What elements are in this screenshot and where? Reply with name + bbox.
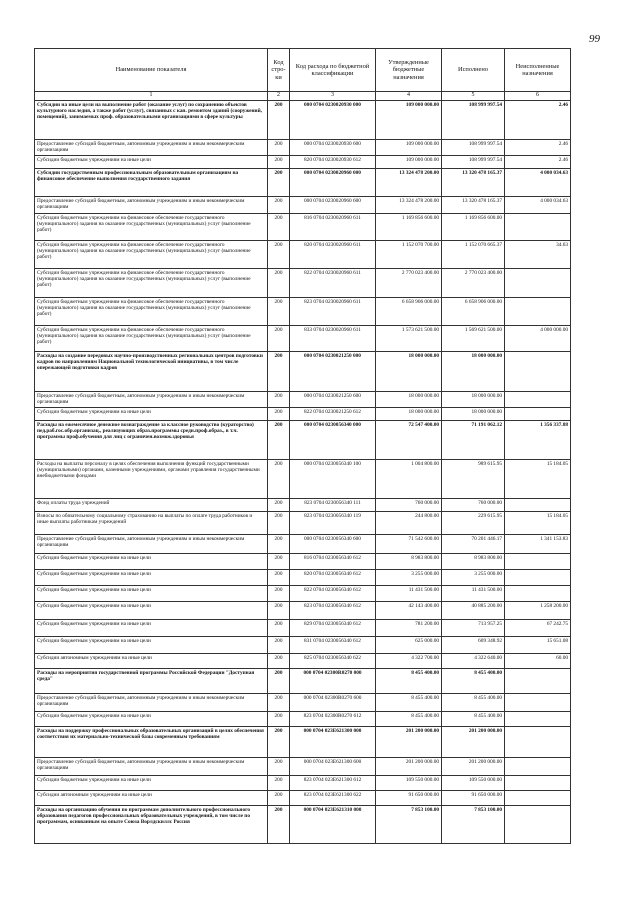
row-unexecuted [505,499,571,512]
row-approved: 1 169 856 600.00 [376,214,442,241]
table-row [35,421,571,460]
row-line-code: 200 [268,620,290,637]
column-number: 1 [35,92,268,101]
row-approved: 781 200.00 [376,620,442,637]
row-budget-code: 000 0704 0230056340 100 [290,460,376,499]
row-name: Субсидии бюджетным учреждениям на иные цели [35,570,268,586]
row-name: Субсидии бюджетным учреждениям на иные цели [35,712,268,727]
row-executed: 989 615.95 [442,460,505,499]
row-executed: 1 152 070 665.37 [442,241,505,269]
row-line-code: 200 [268,169,290,197]
row-executed: 109 550 000.00 [442,776,505,791]
row-approved: 1 152 070 700.00 [376,241,442,269]
row-unexecuted: 4 000 000.00 [505,326,571,352]
column-number: 6 [505,92,571,101]
row-line-code: 200 [268,654,290,669]
row-executed: 18 000 000.00 [442,352,505,392]
row-line-code: 200 [268,806,290,844]
page-number: 99 [589,33,600,45]
table-row [35,352,571,392]
row-unexecuted [505,554,571,570]
row-unexecuted: 2.46 [505,156,571,169]
row-unexecuted [505,694,571,712]
row-name: Субсидии бюджетным учреждениям на финансовое обеспечение государственного (муниципального) задания на оказание государственных (муниципальных) услуг (выполнение работ) [35,241,268,269]
row-unexecuted: 34.63 [505,241,571,269]
row-approved: 4 322 700.00 [376,654,442,669]
row-approved: 72 547 400.00 [376,421,442,460]
row-budget-code: 000 0704 023E621300 600 [290,758,376,776]
row-executed: 8 455 400.00 [442,669,505,694]
table-body [35,101,571,844]
row-budget-code: 000 0704 0230021250 600 [290,392,376,408]
row-unexecuted: 15 184.05 [505,512,571,535]
row-name: Предоставление субсидий бюджетным, автономным учреждениям и иным некоммерческим организациям [35,392,268,408]
row-approved: 201 200 000.00 [376,758,442,776]
table-row [35,654,571,669]
row-name: Субсидии бюджетным учреждениям на финансовое обеспечение государственного (муниципального) задания на оказание государственных (муниципальных) услуг (выполнение работ) [35,269,268,298]
row-unexecuted [505,352,571,392]
row-line-code: 200 [268,586,290,602]
row-line-code: 200 [268,758,290,776]
row-name: Расходы на выплаты персоналу в целях обеспечения выполнения функций государственными (муниципальными) органами, казенными учреждениями, органами управления государственными внебюджетными фондами [35,460,268,499]
row-unexecuted: 2.46 [505,101,571,140]
row-name: Субсидии на иные цели на выполнение работ (оказание услуг) по сохранению объектов культурного наследия, а также работ (услуг), связанных с кап. ремонтом зданий (сооружений, помещений), занимаемых проф. образовательными организациями в сфере культуры [35,101,268,140]
row-budget-code: 829 0704 0230056340 612 [290,620,376,637]
row-approved: 109 000 000.00 [376,101,442,140]
table-row [35,499,571,512]
row-approved: 8 455 400.00 [376,694,442,712]
row-unexecuted [505,806,571,844]
row-unexecuted [505,727,571,758]
row-budget-code: 000 0704 0230021250 000 [290,352,376,392]
table-row [35,806,571,844]
table-row [35,602,571,620]
table-row [35,694,571,712]
row-budget-code: 831 0704 0230056340 612 [290,637,376,654]
header-indicator-name: Наименование показателя [35,49,268,92]
row-budget-code: 000 0704 02300R0270 000 [290,669,376,694]
row-executed: 4 322 640.00 [442,654,505,669]
table-row [35,156,571,169]
row-line-code: 200 [268,570,290,586]
row-budget-code: 822 0704 0230021250 612 [290,408,376,421]
row-line-code: 200 [268,637,290,654]
row-unexecuted: 60.00 [505,654,571,669]
row-budget-code: 823 0704 023E621300 612 [290,776,376,791]
row-budget-code: 823 0704 0230056340 111 [290,499,376,512]
row-executed: 13 320 478 165.37 [442,169,505,197]
budget-execution-table [34,48,571,844]
row-unexecuted: 4 000 034.63 [505,169,571,197]
row-budget-code: 822 0704 0230020960 611 [290,269,376,298]
row-name: Субсидии государственным профессиональным образовательным организациям на финансовое обеспечение выполнения государственного задания [35,169,268,197]
row-unexecuted [505,712,571,727]
row-line-code: 200 [268,554,290,570]
row-executed: 760 000.00 [442,499,505,512]
column-number-row [35,92,571,101]
row-budget-code: 000 0704 0230056340 000 [290,421,376,460]
table-row [35,776,571,791]
table-row [35,298,571,326]
row-budget-code: 823 0704 0230056340 612 [290,602,376,620]
row-line-code: 200 [268,460,290,499]
row-name: Субсидии бюджетным учреждениям на иные цели [35,776,268,791]
table-row [35,460,571,499]
row-name: Расходы на создание передовых научно-производственных региональных центров подготовки кадров по направлениям Национальной технологической инициативы, в том числе опережающей подготовки кадров [35,352,268,392]
row-unexecuted: 1 341 153.83 [505,535,571,554]
row-budget-code: 000 0704 0230020960 000 [290,169,376,197]
column-number: 4 [376,92,442,101]
row-executed: 108 999 997.54 [442,101,505,140]
row-approved: 91 650 000.00 [376,791,442,806]
row-executed: 13 320 478 165.37 [442,197,505,214]
row-approved: 109 550 000.00 [376,776,442,791]
row-name: Фонд оплаты труда учреждений [35,499,268,512]
table-row [35,512,571,535]
table-row [35,586,571,602]
row-approved: 2 770 023 400.00 [376,269,442,298]
row-budget-code: 000 0704 0230020930 000 [290,101,376,140]
row-budget-code: 000 0704 023E621300 000 [290,727,376,758]
row-approved: 18 000 000.00 [376,352,442,392]
row-budget-code: 000 0704 0230020930 600 [290,140,376,156]
row-executed: 8 455 400.00 [442,712,505,727]
row-line-code: 200 [268,101,290,140]
row-budget-code: 823 0704 023E621300 622 [290,791,376,806]
row-executed: 201 200 000.00 [442,727,505,758]
row-line-code: 200 [268,156,290,169]
row-line-code: 200 [268,535,290,554]
table-row [35,326,571,352]
table-row [35,101,571,140]
row-budget-code: 820 0704 0230020930 612 [290,156,376,169]
row-line-code: 200 [268,669,290,694]
row-name: Предоставление субсидий бюджетным, автономным учреждениям и иным некоммерческим организациям [35,535,268,554]
row-approved: 18 000 000.00 [376,408,442,421]
table-row [35,408,571,421]
row-unexecuted: 15 184.05 [505,460,571,499]
row-executed: 2 770 023 400.00 [442,269,505,298]
row-line-code: 200 [268,712,290,727]
row-line-code: 200 [268,602,290,620]
row-executed: 108 999 997.54 [442,140,505,156]
row-executed: 1 169 856 600.00 [442,214,505,241]
row-approved: 7 853 100.00 [376,806,442,844]
table-row [35,392,571,408]
row-unexecuted [505,776,571,791]
row-unexecuted [505,408,571,421]
row-unexecuted [505,269,571,298]
row-budget-code: 000 0704 023E621310 000 [290,806,376,844]
header-approved: Утвержденные бюджетные назначения [376,49,442,92]
table-row [35,727,571,758]
table-row [35,241,571,269]
row-executed: 40 885 200.00 [442,602,505,620]
row-line-code: 200 [268,326,290,352]
row-approved: 244 800.00 [376,512,442,535]
column-number: 5 [442,92,505,101]
row-budget-code: 816 0704 0230056340 612 [290,554,376,570]
row-unexecuted: 2.46 [505,140,571,156]
row-approved: 8 983 800.00 [376,554,442,570]
row-name: Расходы на мероприятия государственной программы Российской Федерации "Доступная среда" [35,669,268,694]
row-approved: 3 255 000.00 [376,570,442,586]
row-name: Субсидии бюджетным учреждениям на иные цели [35,637,268,654]
header-line-code: Код стро-ки [268,49,290,92]
row-unexecuted [505,214,571,241]
row-budget-code: 833 0704 0230020960 611 [290,326,376,352]
row-name: Взносы по обязательному социальному страхованию на выплаты по оплате труда работников и иные выплаты работникам учреждений [35,512,268,535]
row-name: Субсидии бюджетным учреждениям на иные цели [35,554,268,570]
row-name: Субсидии бюджетным учреждениям на иные цели [35,408,268,421]
row-approved: 8 455 400.00 [376,712,442,727]
row-name: Предоставление субсидий бюджетным, автономным учреждениям и иным некоммерческим организациям [35,140,268,156]
row-line-code: 200 [268,241,290,269]
row-approved: 8 455 400.00 [376,669,442,694]
table-row [35,535,571,554]
row-unexecuted: 1 258 200.00 [505,602,571,620]
row-budget-code: 820 0704 0230020960 611 [290,241,376,269]
row-budget-code: 000 0704 0230056340 600 [290,535,376,554]
row-name: Расходы на организацию обучения по программам дополнительного профессионального образования педагогов профессиональных образовательных учреждений, в том числе по программам, основанным на опыте Союза Ворлдскиллс Россия [35,806,268,844]
row-line-code: 200 [268,408,290,421]
table-row [35,620,571,637]
table-row [35,637,571,654]
row-name: Субсидии автономным учреждениям на иные цели [35,654,268,669]
row-executed: 609 348.92 [442,637,505,654]
table-row [35,269,571,298]
row-executed: 8 983 800.00 [442,554,505,570]
header-executed: Исполнено [442,49,505,92]
column-number: 3 [290,92,376,101]
row-executed: 18 000 000.00 [442,392,505,408]
row-unexecuted [505,669,571,694]
row-line-code: 200 [268,140,290,156]
row-unexecuted [505,298,571,326]
row-unexecuted [505,392,571,408]
row-unexecuted [505,586,571,602]
row-line-code: 200 [268,352,290,392]
table-row [35,669,571,694]
row-budget-code: 825 0704 0230056340 622 [290,654,376,669]
row-name: Предоставление субсидий бюджетным, автономным учреждениям и иным некоммерческим организациям [35,197,268,214]
row-line-code: 200 [268,214,290,241]
table-row [35,197,571,214]
table-row [35,570,571,586]
row-approved: 42 143 400.00 [376,602,442,620]
row-approved: 1 573 621 500.00 [376,326,442,352]
row-budget-code: 823 0704 02300R0270 612 [290,712,376,727]
row-name: Субсидии бюджетным учреждениям на иные цели [35,620,268,637]
row-line-code: 200 [268,421,290,460]
row-executed: 108 999 997.54 [442,156,505,169]
row-approved: 6 658 906 000.00 [376,298,442,326]
row-line-code: 200 [268,269,290,298]
table-row [35,758,571,776]
row-name: Субсидии бюджетным учреждениям на финансовое обеспечение государственного (муниципального) задания на оказание государственных (муниципальных) услуг (выполнение работ) [35,298,268,326]
row-unexecuted: 15 651.08 [505,637,571,654]
header-unexecuted: Неисполненные назначения [505,49,571,92]
row-executed: 91 650 000.00 [442,791,505,806]
row-line-code: 200 [268,298,290,326]
row-name: Предоставление субсидий бюджетным, автономным учреждениям и иным некоммерческим организациям [35,694,268,712]
row-approved: 760 000.00 [376,499,442,512]
row-line-code: 200 [268,776,290,791]
row-name: Субсидии бюджетным учреждениям на иные цели [35,602,268,620]
row-approved: 109 000 000.00 [376,140,442,156]
table-row [35,554,571,570]
row-budget-code: 816 0704 0230020960 611 [290,214,376,241]
row-name: Субсидии бюджетным учреждениям на финансовое обеспечение государственного (муниципального) задания на оказание государственных (муниципальных) услуг (выполнение работ) [35,326,268,352]
row-budget-code: 823 0704 0230056340 119 [290,512,376,535]
row-line-code: 200 [268,791,290,806]
row-executed: 8 455 400.00 [442,694,505,712]
row-executed: 1 569 621 500.00 [442,326,505,352]
row-line-code: 200 [268,392,290,408]
row-approved: 1 004 800.00 [376,460,442,499]
row-name: Расходы на поддержку профессиональных образовательных организаций в целях обеспечения соответствия их материально-технической базы современным требованиям [35,727,268,758]
table-row [35,214,571,241]
row-budget-code: 000 0704 02300R0270 600 [290,694,376,712]
row-approved: 13 324 478 200.00 [376,169,442,197]
row-executed: 6 658 906 000.00 [442,298,505,326]
row-approved: 201 200 000.00 [376,727,442,758]
table-row [35,791,571,806]
row-budget-code: 823 0704 0230020960 611 [290,298,376,326]
row-unexecuted [505,791,571,806]
row-line-code: 200 [268,197,290,214]
row-executed: 70 201 446.17 [442,535,505,554]
row-executed: 11 431 500.00 [442,586,505,602]
row-line-code: 200 [268,694,290,712]
row-executed: 713 957.25 [442,620,505,637]
row-executed: 201 200 000.00 [442,758,505,776]
row-name: Предоставление субсидий бюджетным, автономным учреждениям и иным некоммерческим организациям [35,758,268,776]
row-name: Субсидии бюджетным учреждениям на иные цели [35,586,268,602]
row-name: Расходы на ежемесячное денежное вознаграждение за классное руководство (кураторство) пед.раб.гос.обр.организац., реализующих образ.программы средн.проф.образ., в т.ч. программы проф.обучения для лиц с ограничен.возмож.здоровья [35,421,268,460]
row-approved: 71 542 600.00 [376,535,442,554]
row-approved: 13 324 478 200.00 [376,197,442,214]
row-budget-code: 000 0704 0230020960 600 [290,197,376,214]
row-executed: 7 853 100.00 [442,806,505,844]
row-approved: 11 431 500.00 [376,586,442,602]
table-row [35,712,571,727]
row-budget-code: 820 0704 0230056340 612 [290,570,376,586]
row-unexecuted [505,570,571,586]
row-executed: 71 191 062.12 [442,421,505,460]
row-executed: 18 000 000.00 [442,408,505,421]
row-line-code: 200 [268,727,290,758]
table-row [35,169,571,197]
header-budget-code: Код расхода по бюджетной классификации [290,49,376,92]
row-unexecuted: 1 356 337.88 [505,421,571,460]
row-name: Субсидии бюджетным учреждениям на иные цели [35,156,268,169]
row-unexecuted [505,758,571,776]
row-approved: 18 000 000.00 [376,392,442,408]
row-name: Субсидии автономным учреждениям на иные цели [35,791,268,806]
table-row [35,140,571,156]
row-approved: 109 000 000.00 [376,156,442,169]
row-line-code: 200 [268,499,290,512]
row-executed: 3 255 000.00 [442,570,505,586]
row-name: Субсидии бюджетным учреждениям на финансовое обеспечение государственного (муниципального) задания на оказание государственных (муниципальных) услуг (выполнение работ) [35,214,268,241]
row-executed: 229 615.95 [442,512,505,535]
row-unexecuted: 4 000 034.63 [505,197,571,214]
row-budget-code: 822 0704 0230056340 612 [290,586,376,602]
row-approved: 625 000.00 [376,637,442,654]
table-header-row [35,49,571,92]
row-unexecuted: 67 242.75 [505,620,571,637]
column-number: 2 [268,92,290,101]
row-line-code: 200 [268,512,290,535]
